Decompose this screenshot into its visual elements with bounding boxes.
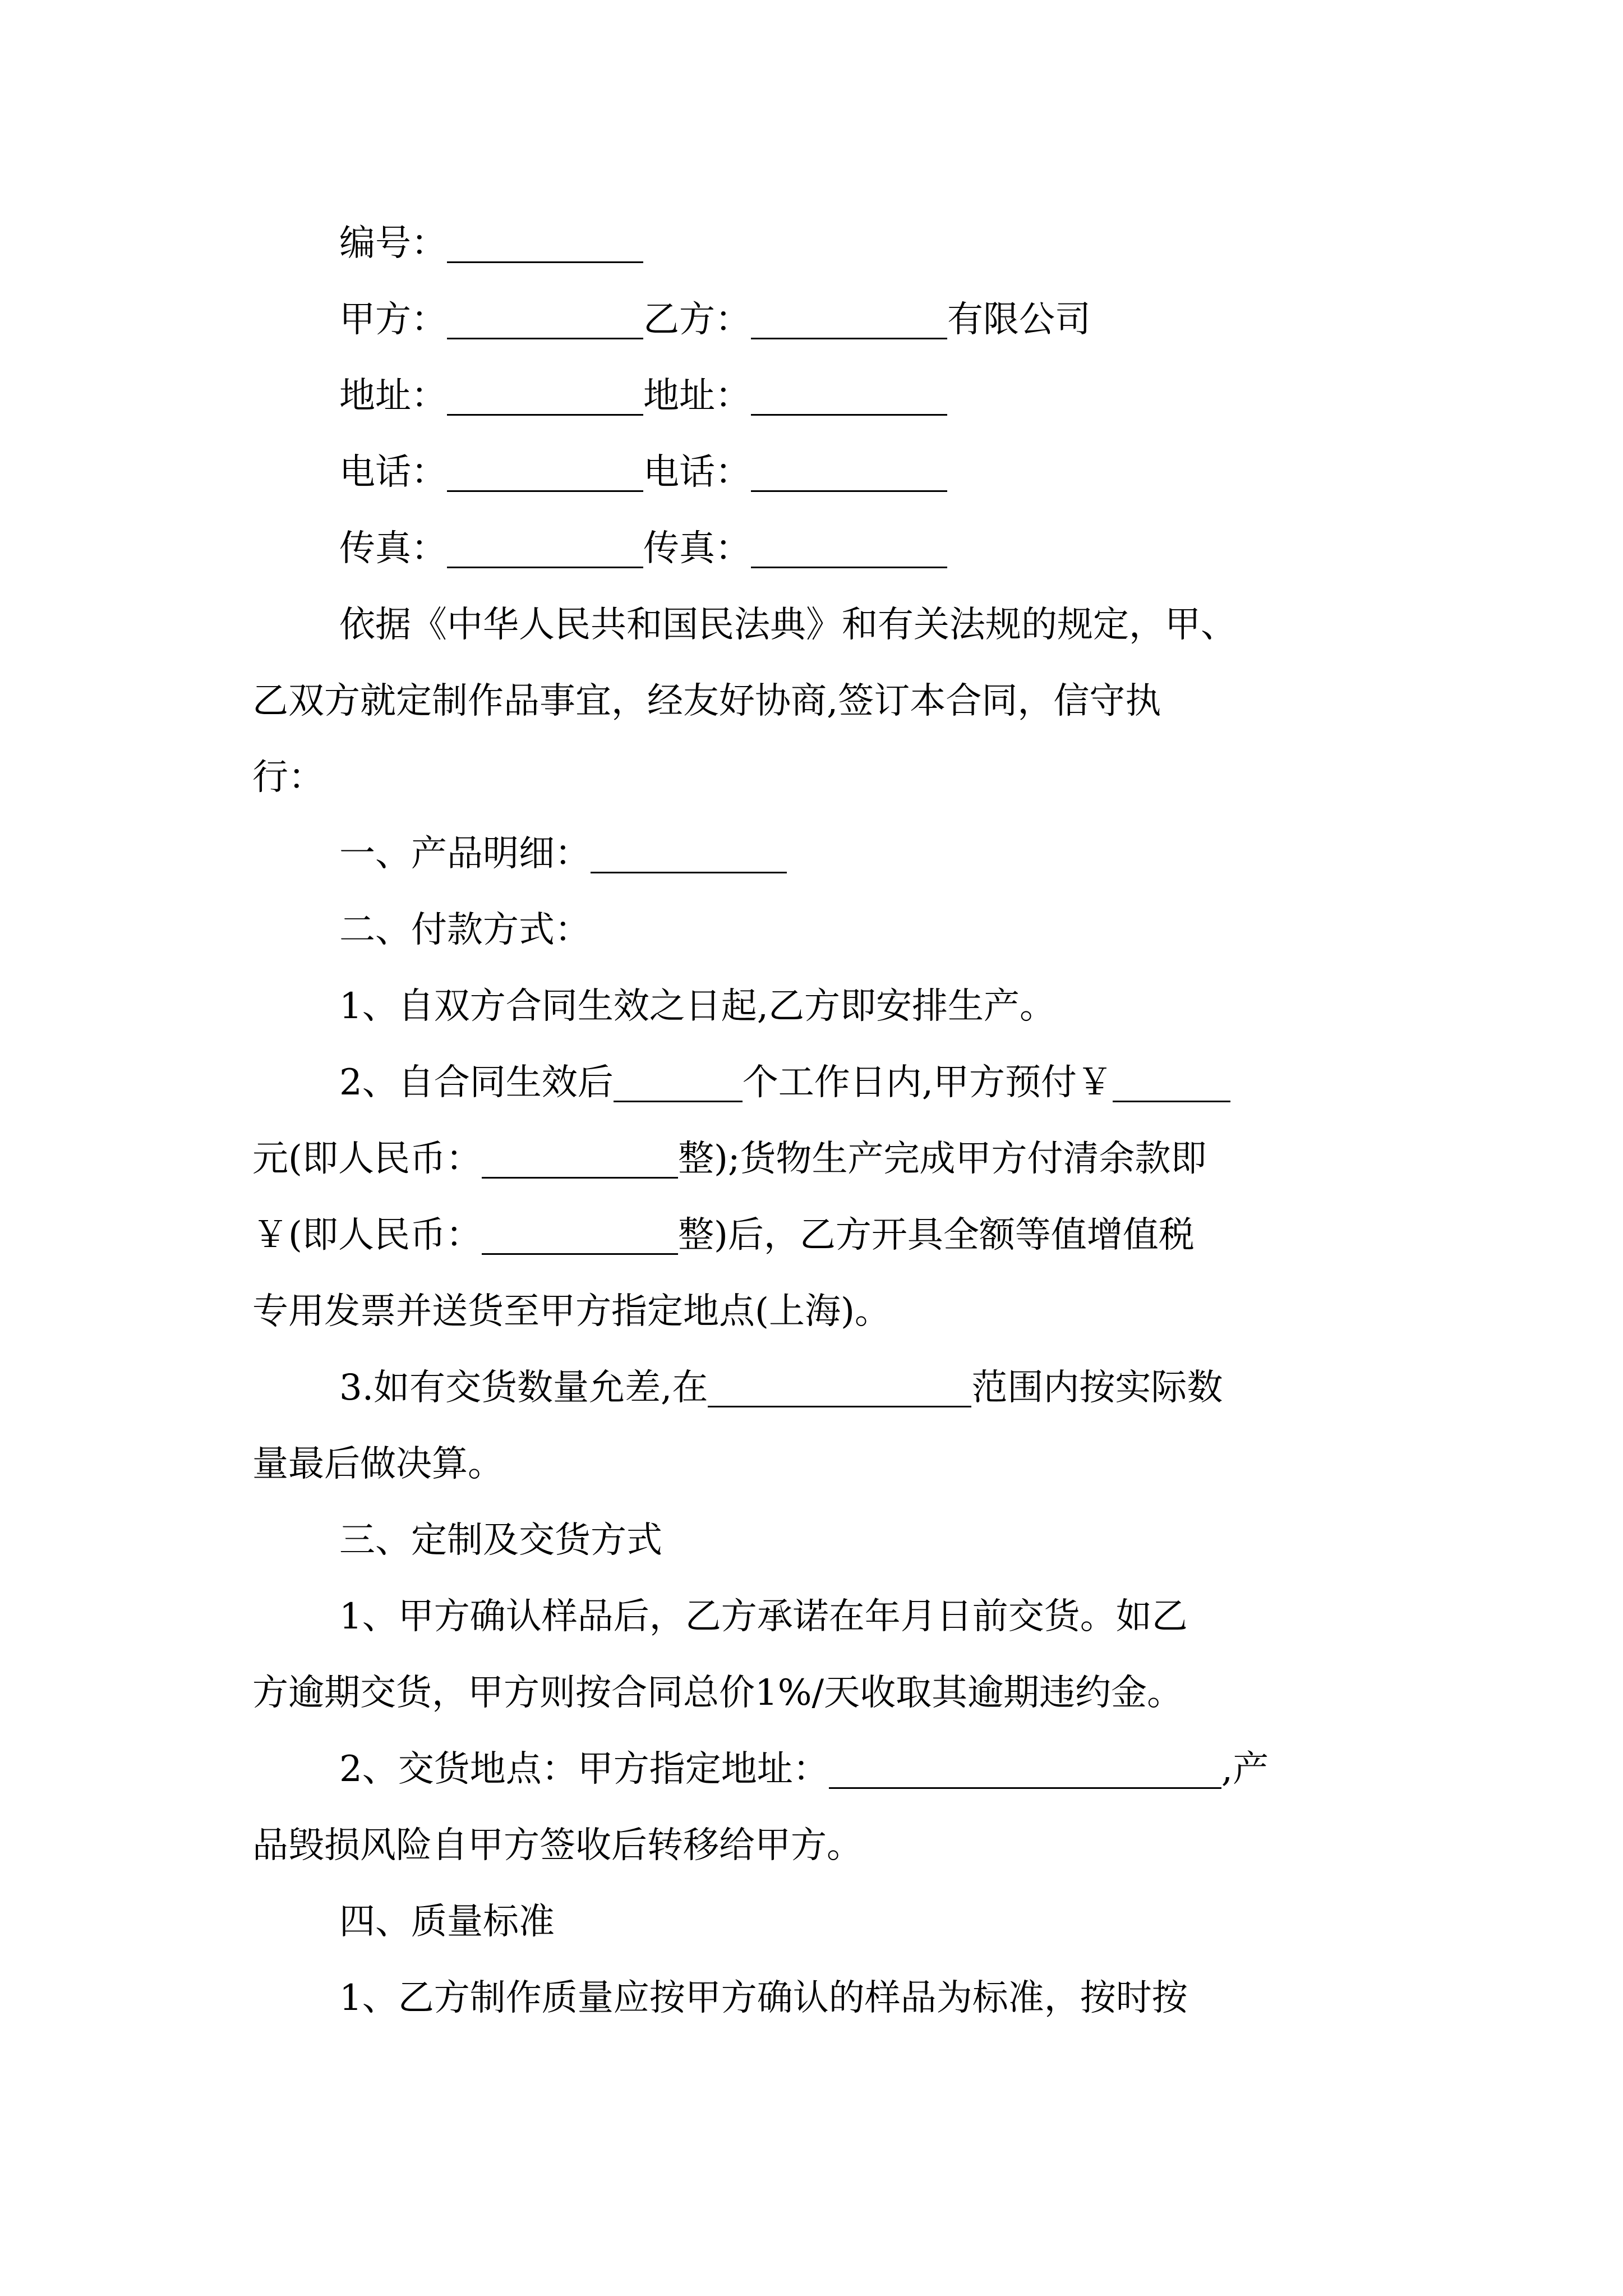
party-b-address-label: 地址：	[643, 375, 751, 417]
payment-clause-3-text-a: 3.如有交货数量允差,在	[339, 1367, 708, 1409]
quality-clause-1-line-1: 1、乙方制作质量应按甲方确认的样品为标准，按时按	[339, 1977, 1188, 2019]
party-a-label: 甲方：	[339, 299, 447, 341]
party-a-phone-label: 电话：	[339, 452, 447, 493]
payment-clause-2-line-2	[252, 1138, 1207, 1180]
party-a-fax-blank	[447, 531, 643, 568]
payment-clause-2-text-a: 2、自合同生效后	[339, 1062, 614, 1103]
delivery-clause-2-text-a: 2、交货地点：甲方指定地址：	[339, 1749, 829, 1790]
delivery-clause-1-line-1: 1、甲方确认样品后，乙方承诺在年月日前交货。如乙	[339, 1596, 1188, 1637]
fax-line	[339, 528, 947, 569]
party-a-phone-blank	[447, 454, 643, 492]
delivery-clause-2-line-2: 品毁损风险自甲方签收后转移给甲方。	[252, 1825, 863, 1866]
address-line	[339, 375, 947, 417]
party-b-fax-label: 传真：	[643, 528, 751, 569]
payment-clause-2-text-f: 整)后，乙方开具全额等值增值税	[677, 1214, 1195, 1256]
payment-clause-2-text-c: 元(即人民币：	[252, 1138, 482, 1180]
section-3-heading: 三、定制及交货方式	[339, 1520, 662, 1561]
payment-clause-2-line-1	[339, 1062, 1230, 1103]
preamble-line-3: 行：	[252, 757, 324, 798]
company-suffix: 有限公司	[947, 299, 1091, 341]
prepayment-rmb-blank	[482, 1141, 678, 1179]
party-b-fax-blank	[751, 531, 947, 568]
party-b-label: 乙方：	[643, 299, 751, 341]
party-a-fax-label: 传真：	[339, 528, 447, 569]
phone-line	[339, 454, 947, 492]
payment-clause-2-text-b: 个工作日内,甲方预付￥	[742, 1062, 1113, 1103]
party-b-blank	[751, 302, 947, 339]
product-details-label: 一、产品明细：	[339, 833, 591, 875]
preamble-line-2: 乙双方就定制作品事宜，经友好协商,签订本合同，信守执	[252, 680, 1161, 722]
payment-clause-2-line-3	[252, 1214, 1195, 1256]
quantity-tolerance-blank	[708, 1370, 971, 1407]
workdays-blank	[614, 1065, 743, 1102]
party-b-phone-label: 电话：	[643, 452, 751, 493]
payment-clause-3-line-2: 量最后做决算。	[252, 1443, 504, 1485]
payment-clause-3-line-1	[339, 1367, 1223, 1409]
party-a-address-blank	[447, 378, 643, 416]
party-a-blank	[447, 302, 643, 339]
party-line	[339, 299, 1091, 341]
party-b-address-blank	[751, 378, 947, 416]
payment-clause-2-text-d: 整);货物生产完成甲方付清余款即	[677, 1138, 1207, 1180]
party-a-address-label: 地址：	[339, 375, 447, 417]
product-details-blank	[591, 836, 787, 873]
payment-clause-3-text-b: 范围内按实际数	[971, 1367, 1223, 1409]
balance-rmb-blank	[482, 1217, 678, 1255]
serial-number-line	[339, 223, 643, 264]
section-2-heading: 二、付款方式：	[339, 909, 591, 951]
section-4-heading: 四、质量标准	[339, 1901, 555, 1943]
serial-number-label: 编号：	[339, 223, 447, 264]
payment-clause-1: 1、自双方合同生效之日起,乙方即安排生产。	[339, 986, 1056, 1027]
serial-number-blank	[447, 226, 643, 263]
delivery-clause-1-line-2: 方逾期交货，甲方则按合同总价1%/天收取其逾期违约金。	[252, 1672, 1183, 1714]
delivery-clause-2-text-b: ,产	[1221, 1749, 1269, 1790]
payment-clause-2-text-e: ￥(即人民币：	[252, 1214, 482, 1256]
delivery-clause-2-line-1	[339, 1751, 1269, 1789]
delivery-address-blank	[829, 1751, 1221, 1789]
party-b-phone-blank	[751, 454, 947, 492]
preamble-line-1: 依据《中华人民共和国民法典》和有关法规的规定，甲、	[339, 604, 1237, 646]
prepayment-amount-blank	[1113, 1065, 1230, 1102]
section-1-product-details	[339, 833, 787, 875]
payment-clause-2-line-4: 专用发票并送货至甲方指定地点(上海)。	[252, 1291, 891, 1332]
